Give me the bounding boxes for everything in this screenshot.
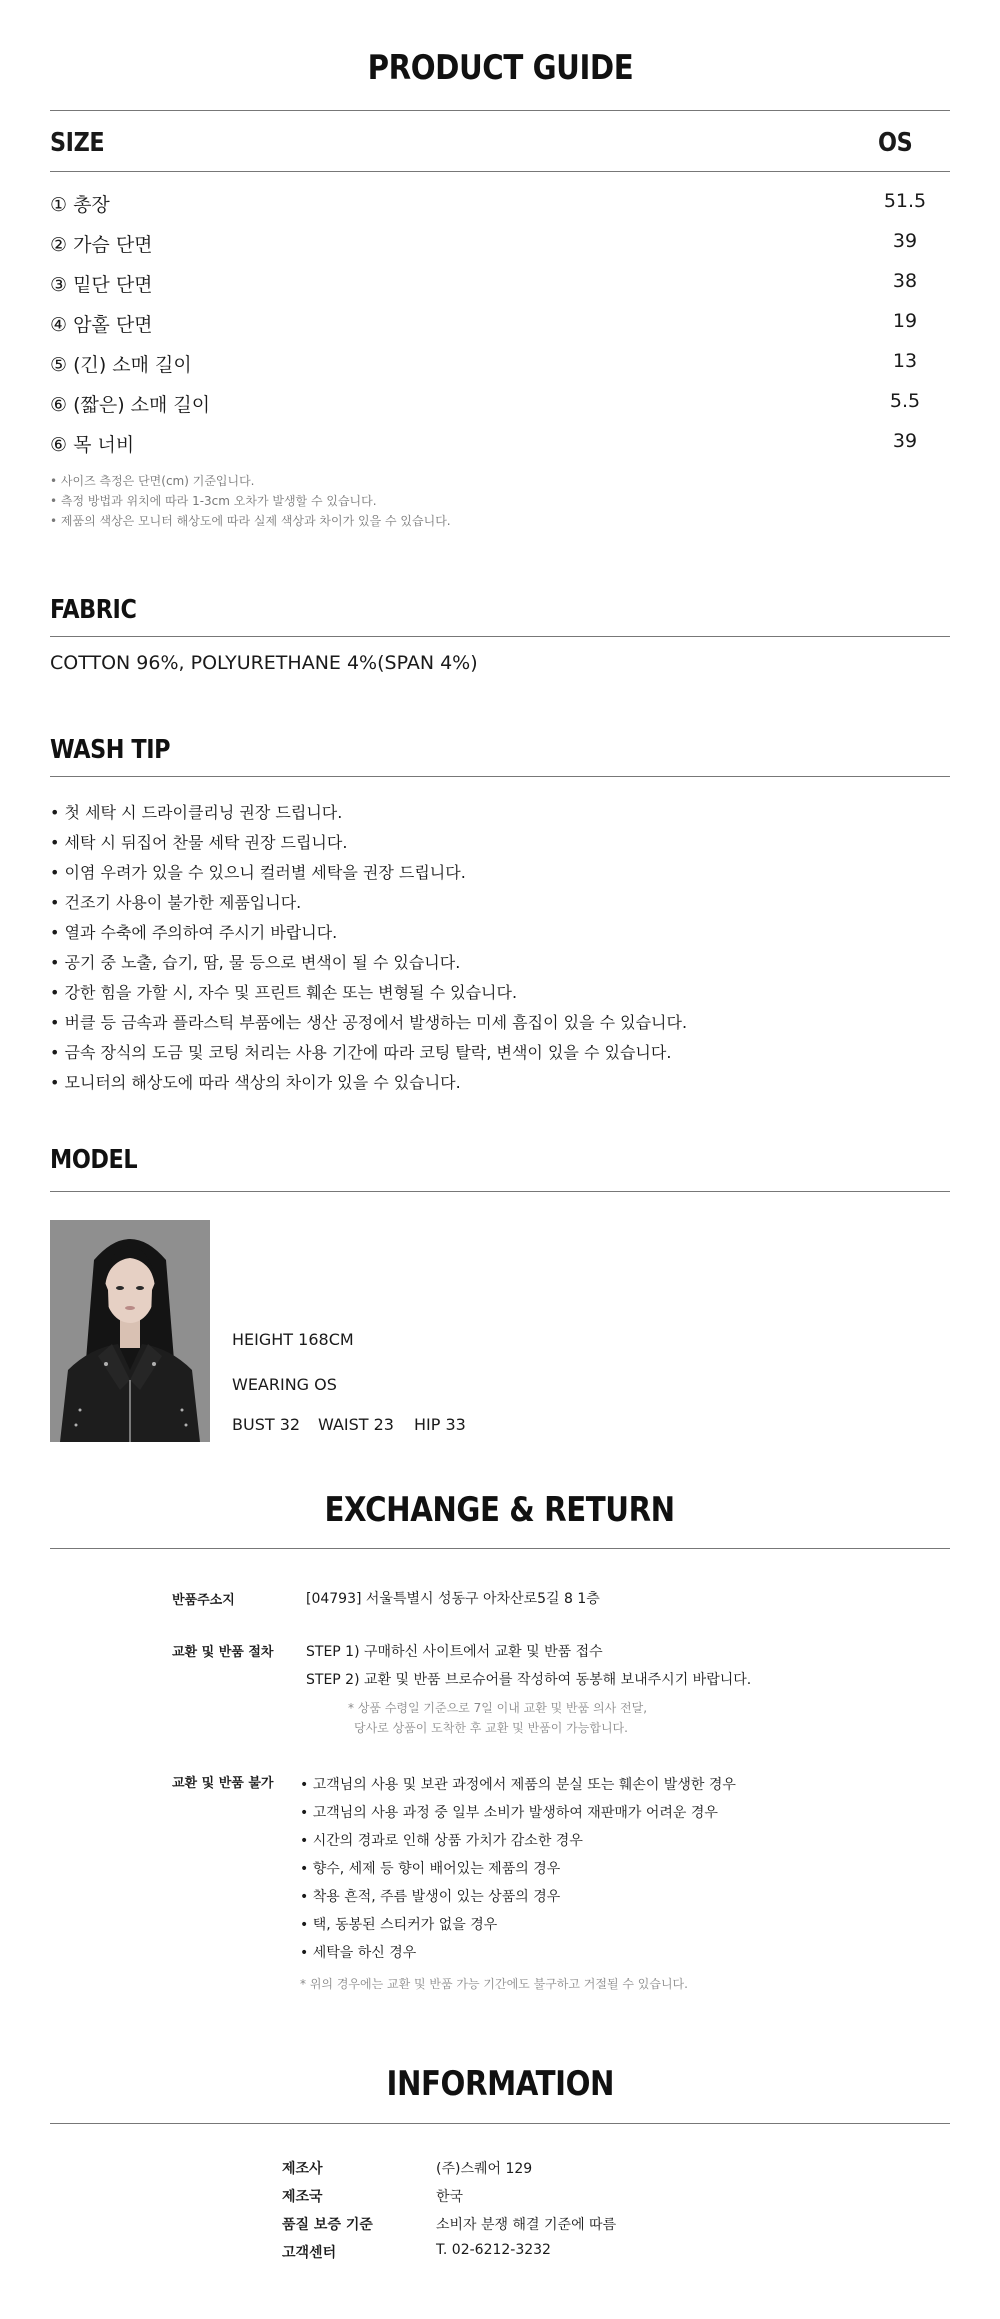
info-value: T. 02-6212-3232 <box>436 2242 551 2258</box>
wash-tip-item: • 이염 우려가 있을 수 있으니 컬러별 세탁을 권장 드립니다. <box>50 863 466 882</box>
size-note: • 사이즈 측정은 단면(cm) 기준입니다. <box>50 474 255 488</box>
divider <box>50 171 950 172</box>
wash-tip-item: • 금속 장식의 도금 및 코팅 처리는 사용 기간에 따라 코팅 탈락, 변색이 있을 수 있습니다. <box>50 1043 672 1062</box>
model-waist: WAIST 23 <box>318 1415 394 1434</box>
size-row-label: ⑥ (짧은) 소매 길이 <box>50 394 211 416</box>
info-label: 품질 보증 기준 <box>282 2217 373 2233</box>
model-title: MODEL <box>50 1145 138 1175</box>
unavailable-label: 교환 및 반품 불가 <box>172 1776 274 1791</box>
fabric-title: FABRIC <box>50 595 137 625</box>
size-row-label: ⑥ 목 너비 <box>50 434 135 456</box>
unavailable-item: • 시간의 경과로 인해 상품 가치가 감소한 경우 <box>300 1833 583 1849</box>
os-header: OS <box>878 128 913 158</box>
divider <box>50 1548 950 1549</box>
info-value: 한국 <box>436 2189 464 2205</box>
size-row <box>50 230 950 270</box>
exchange-title: EXCHANGE & RETURN <box>324 1490 676 1530</box>
info-label: 고객센터 <box>282 2245 337 2261</box>
fabric-composition: COTTON 96%, POLYURETHANE 4%(SPAN 4%) <box>50 652 478 674</box>
size-row-value: 39 <box>892 230 918 252</box>
unavailable-item: • 고객님의 사용 과정 중 일부 소비가 발생하여 재판매가 어려운 경우 <box>300 1805 718 1821</box>
wash-tip-title: WASH TIP <box>50 735 171 765</box>
size-note: • 측정 방법과 위치에 따라 1-3cm 오차가 발생할 수 있습니다. <box>50 494 377 508</box>
unavailable-item: • 고객님의 사용 및 보관 과정에서 제품의 분실 또는 훼손이 발생한 경우 <box>300 1777 736 1793</box>
unavailable-item: • 착용 흔적, 주름 발생이 있는 상품의 경우 <box>300 1889 561 1905</box>
divider <box>50 2123 950 2124</box>
size-row-value: 5.5 <box>889 390 921 412</box>
size-row-value: 51.5 <box>883 190 927 212</box>
model-photo <box>50 1220 210 1442</box>
size-row-value: 38 <box>892 270 918 292</box>
info-value: 소비자 분쟁 해결 기준에 따름 <box>436 2217 617 2233</box>
wash-tip-item: • 열과 수축에 주의하여 주시기 바랍니다. <box>50 923 338 942</box>
product-guide-title: PRODUCT GUIDE <box>367 48 633 88</box>
model-hip: HIP 33 <box>414 1415 466 1434</box>
size-row-value: 19 <box>892 310 918 332</box>
size-row-label: ④ 암홀 단면 <box>50 314 153 336</box>
size-row-value: 39 <box>892 430 918 452</box>
size-row <box>50 270 950 310</box>
unavailable-item: • 택, 동봉된 스티커가 없을 경우 <box>300 1917 498 1933</box>
wash-tip-item: • 모니터의 해상도에 따라 색상의 차이가 있을 수 있습니다. <box>50 1073 461 1092</box>
size-row <box>50 350 950 390</box>
divider <box>50 776 950 777</box>
info-value: (주)스퀘어 129 <box>436 2161 533 2177</box>
wash-tip-item: • 공기 중 노출, 습기, 땀, 물 등으로 변색이 될 수 있습니다. <box>50 953 461 972</box>
return-address: [04793] 서울특별시 성동구 아차산로5길 8 1층 <box>306 1591 600 1607</box>
size-header: SIZE <box>50 128 105 158</box>
divider <box>50 1191 950 1192</box>
model-height: HEIGHT 168CM <box>232 1330 354 1349</box>
model-wearing: WEARING OS <box>232 1375 337 1394</box>
wash-tip-item: • 강한 힘을 가할 시, 자수 및 프린트 훼손 또는 변형될 수 있습니다. <box>50 983 518 1002</box>
model-bust: BUST 32 <box>232 1415 301 1434</box>
unavailable-note: * 위의 경우에는 교환 및 반품 가능 기간에도 불구하고 거절될 수 있습니다. <box>300 1977 688 1991</box>
procedure-note: 당사로 상품이 도착한 후 교환 및 반품이 가능합니다. <box>354 1721 628 1735</box>
unavailable-item: • 향수, 세제 등 향이 배어있는 제품의 경우 <box>300 1861 561 1877</box>
size-row <box>50 310 950 350</box>
wash-tip-item: • 버클 등 금속과 플라스틱 부품에는 생산 공정에서 발생하는 미세 흠집이 있을 수 있습니다. <box>50 1013 688 1032</box>
wash-tip-item: • 세탁 시 뒤집어 찬물 세탁 권장 드립니다. <box>50 833 348 852</box>
wash-tip-item: • 건조기 사용이 불가한 제품입니다. <box>50 893 302 912</box>
size-row-label: ⑤ (긴) 소매 길이 <box>50 354 192 376</box>
size-note: • 제품의 색상은 모니터 해상도에 따라 실제 색상과 차이가 있을 수 있습니다. <box>50 514 451 528</box>
size-row <box>50 190 950 230</box>
return-address-label: 반품주소지 <box>172 1593 235 1608</box>
model-figure-icon <box>50 1220 210 1442</box>
information-title: INFORMATION <box>386 2064 614 2104</box>
size-row-label: ① 총장 <box>50 194 110 216</box>
info-label: 제조국 <box>282 2189 323 2205</box>
size-row-value: 13 <box>892 350 918 372</box>
size-row <box>50 390 950 430</box>
size-row-label: ② 가슴 단면 <box>50 234 153 256</box>
divider <box>50 636 950 637</box>
procedure-step-2: STEP 2) 교환 및 반품 브로슈어를 작성하여 동봉해 보내주시기 바랍니다. <box>306 1672 752 1688</box>
wash-tip-item: • 첫 세탁 시 드라이클리닝 권장 드립니다. <box>50 803 343 822</box>
info-label: 제조사 <box>282 2161 323 2177</box>
unavailable-item: • 세탁을 하신 경우 <box>300 1945 417 1961</box>
procedure-step-1: STEP 1) 구매하신 사이트에서 교환 및 반품 접수 <box>306 1644 603 1660</box>
size-row-label: ③ 밑단 단면 <box>50 274 153 296</box>
divider <box>50 110 950 111</box>
procedure-note: * 상품 수령일 기준으로 7일 이내 교환 및 반품 의사 전달, <box>348 1701 648 1715</box>
size-row <box>50 430 950 470</box>
procedure-label: 교환 및 반품 절차 <box>172 1645 274 1660</box>
